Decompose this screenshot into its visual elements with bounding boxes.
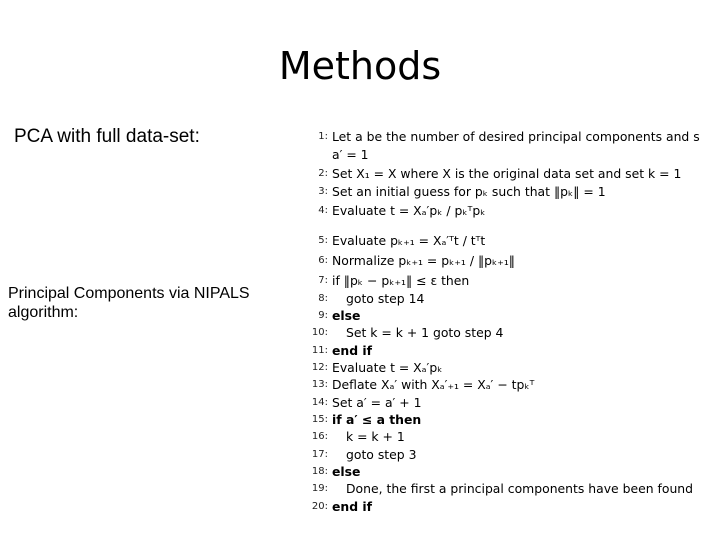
- line-text: Set a′ = a′ + 1: [332, 395, 422, 410]
- line-text: k = k + 1: [346, 429, 405, 444]
- line-number: 10:: [311, 327, 328, 338]
- line-number: 6:: [318, 255, 328, 266]
- line-text: Set X₁ = X where X is the original data set and set k = 1: [332, 166, 682, 181]
- nipals-label: Principal Components via NIPALS algorithm:: [8, 285, 250, 321]
- line-text: Evaluate t = Xₐ′pₖ: [332, 360, 443, 375]
- line-text: if ‖pₖ − pₖ₊₁‖ ≤ ε then: [332, 273, 470, 288]
- line-text: Evaluate t = Xₐ′pₖ / pₖᵀpₖ: [332, 203, 486, 218]
- line-number: 14:: [311, 397, 328, 408]
- line-number: 15:: [311, 414, 328, 425]
- line-number: 17:: [311, 449, 328, 460]
- pca-full-dataset-label: PCA with full data-set:: [14, 126, 200, 147]
- line-text: else: [332, 308, 361, 323]
- line-number: 8:: [318, 293, 328, 304]
- line-text: else: [332, 464, 361, 479]
- line-text: a′ = 1: [332, 147, 369, 162]
- line-number: 16:: [311, 431, 328, 442]
- line-number: 2:: [318, 168, 328, 179]
- slide-title: Methods: [278, 44, 442, 88]
- line-text: Evaluate pₖ₊₁ = Xₐ′ᵀt / tᵀt: [332, 233, 486, 248]
- line-text: Set an initial guess for pₖ such that ‖pₖ‖ = 1: [332, 184, 606, 199]
- line-number: 5:: [318, 235, 328, 246]
- line-text: end if: [332, 499, 373, 514]
- line-text: Normalize pₖ₊₁ = pₖ₊₁ / ‖pₖ₊₁‖: [332, 253, 515, 268]
- line-number: 20:: [311, 501, 328, 512]
- line-number: 3:: [318, 186, 328, 197]
- line-number: 4:: [318, 205, 328, 216]
- line-text: Deflate Xₐ′ with Xₐ′₊₁ = Xₐ′ − tpₖᵀ: [332, 377, 535, 392]
- line-number: 13:: [311, 379, 328, 390]
- line-text: Let a be the number of desired principal components and s: [332, 129, 700, 144]
- line-text: goto step 14: [346, 291, 425, 306]
- line-text: if a′ ≤ a then: [332, 412, 422, 427]
- line-number: 9:: [318, 310, 328, 321]
- nipals-algorithm-listing: [304, 129, 720, 529]
- line-text: end if: [332, 343, 373, 358]
- line-number: 12:: [311, 362, 328, 373]
- line-number: 1:: [318, 131, 328, 142]
- line-number: 11:: [311, 345, 328, 356]
- line-number: 7:: [318, 275, 328, 286]
- line-text: Done, the first a principal components have been found: [346, 481, 694, 496]
- line-number: 19:: [311, 483, 328, 494]
- line-text: goto step 3: [346, 447, 417, 462]
- line-number: 18:: [311, 466, 328, 477]
- line-text: Set k = k + 1 goto step 4: [346, 325, 504, 340]
